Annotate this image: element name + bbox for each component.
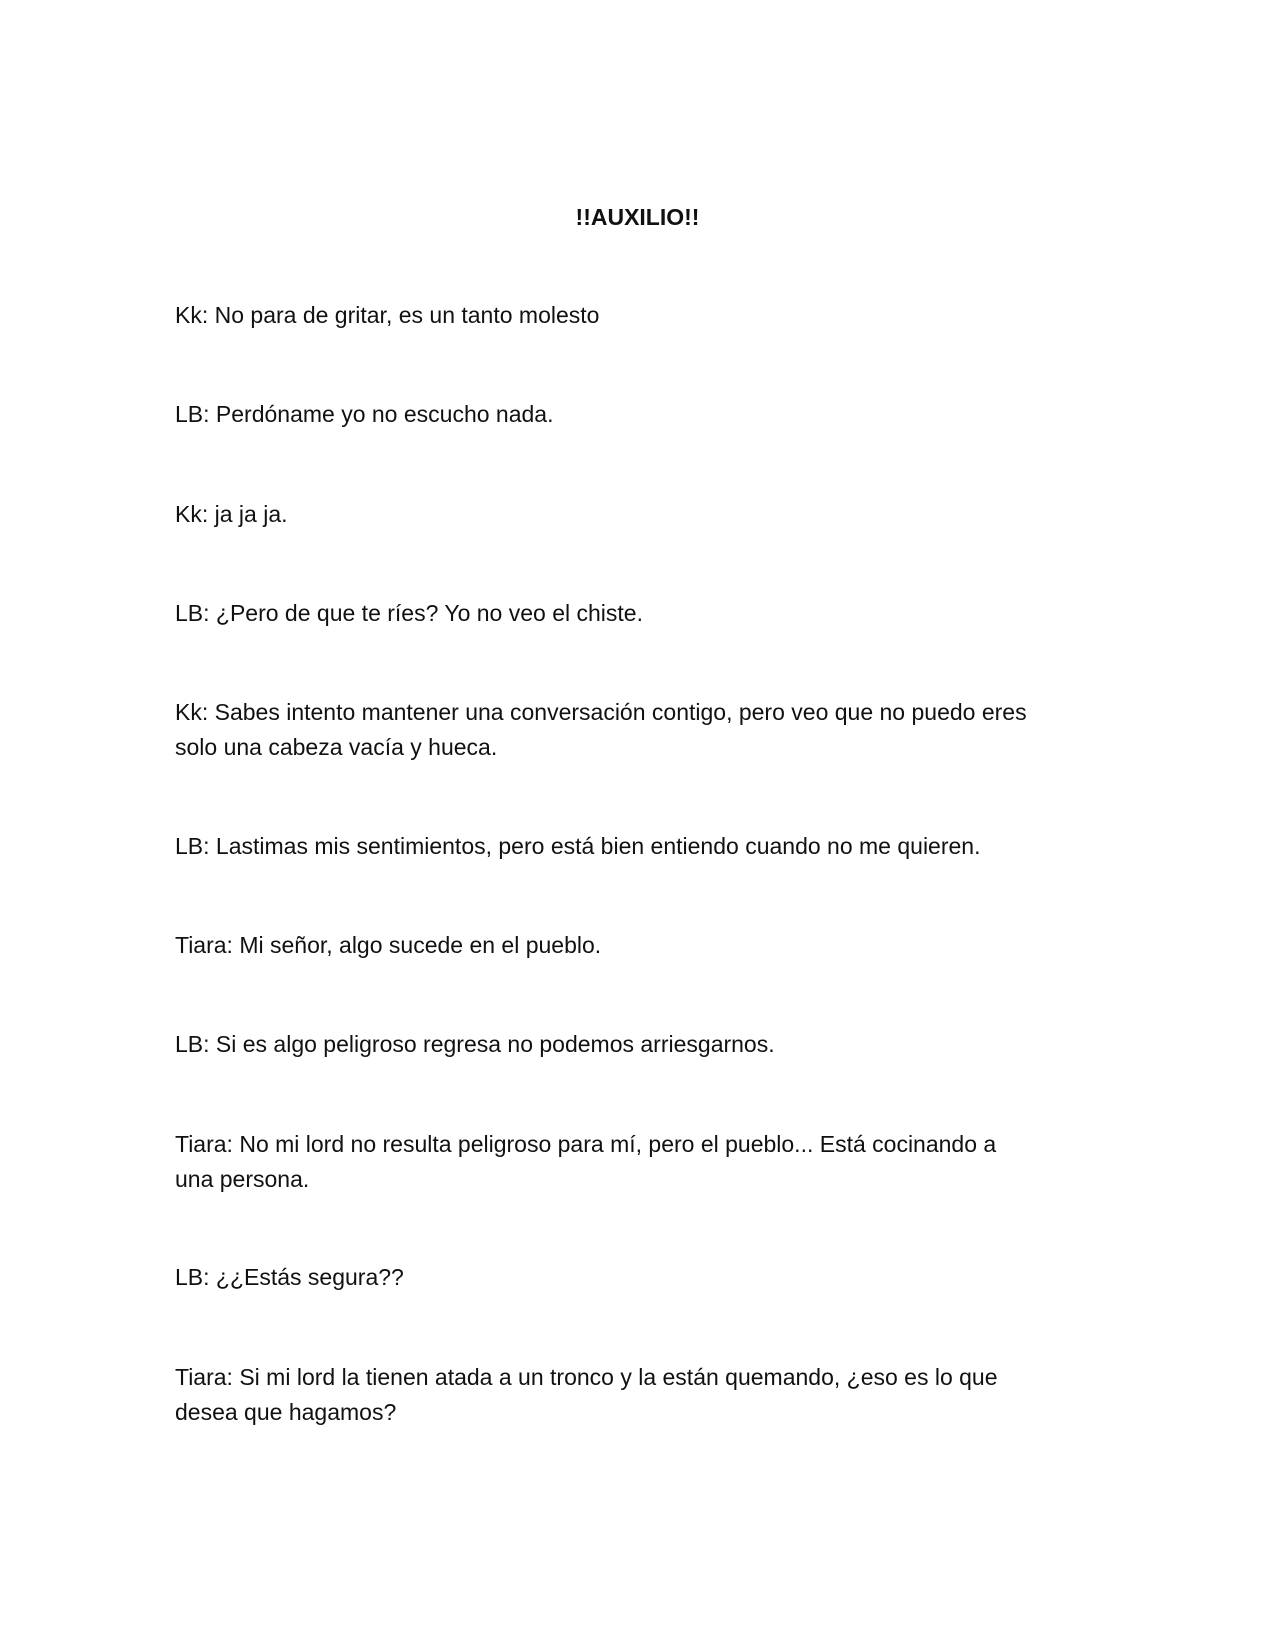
dialogue-line: LB: Lastimas mis sentimientos, pero está bien entiendo cuando no me quieren.: [175, 833, 981, 859]
dialogue-line: Kk: ja ja ja.: [175, 501, 288, 527]
dialogue-line-part: Tiara: No mi lord no resulta peligroso para mí, pero el pueblo... Está cocinando a: [175, 1131, 997, 1157]
dialogue-line: Tiara: Mi señor, algo sucede en el pueblo.: [175, 932, 602, 958]
dialogue-line-multi: [175, 1360, 1105, 1430]
dialogue-line-part: solo una cabeza vacía y hueca.: [175, 734, 498, 760]
dialogue-line-part: Tiara: Si mi lord la tienen atada a un tronco y la están quemando, ¿eso es lo que: [175, 1364, 998, 1390]
dialogue-line: LB: ¿¿Estás segura??: [175, 1264, 404, 1290]
dialogue-line-part: una persona.: [175, 1166, 310, 1192]
dialogue-line-multi: [175, 1127, 1105, 1197]
dialogue-line: LB: Perdóname yo no escucho nada.: [175, 401, 554, 427]
dialogue-line-multi: [175, 695, 1105, 765]
dialogue-line-part: Kk: Sabes intento mantener una conversación contigo, pero veo que no puedo eres: [175, 699, 1027, 725]
dialogue-line-part: desea que hagamos?: [175, 1399, 397, 1425]
dialogue-line: LB: Si es algo peligroso regresa no podemos arriesgarnos.: [175, 1031, 775, 1057]
dialogue-line: Kk: No para de gritar, es un tanto molesto: [175, 302, 600, 328]
dialogue-line: LB: ¿Pero de que te ríes? Yo no veo el chiste.: [175, 600, 643, 626]
document-title: !!AUXILIO!!: [575, 204, 700, 230]
